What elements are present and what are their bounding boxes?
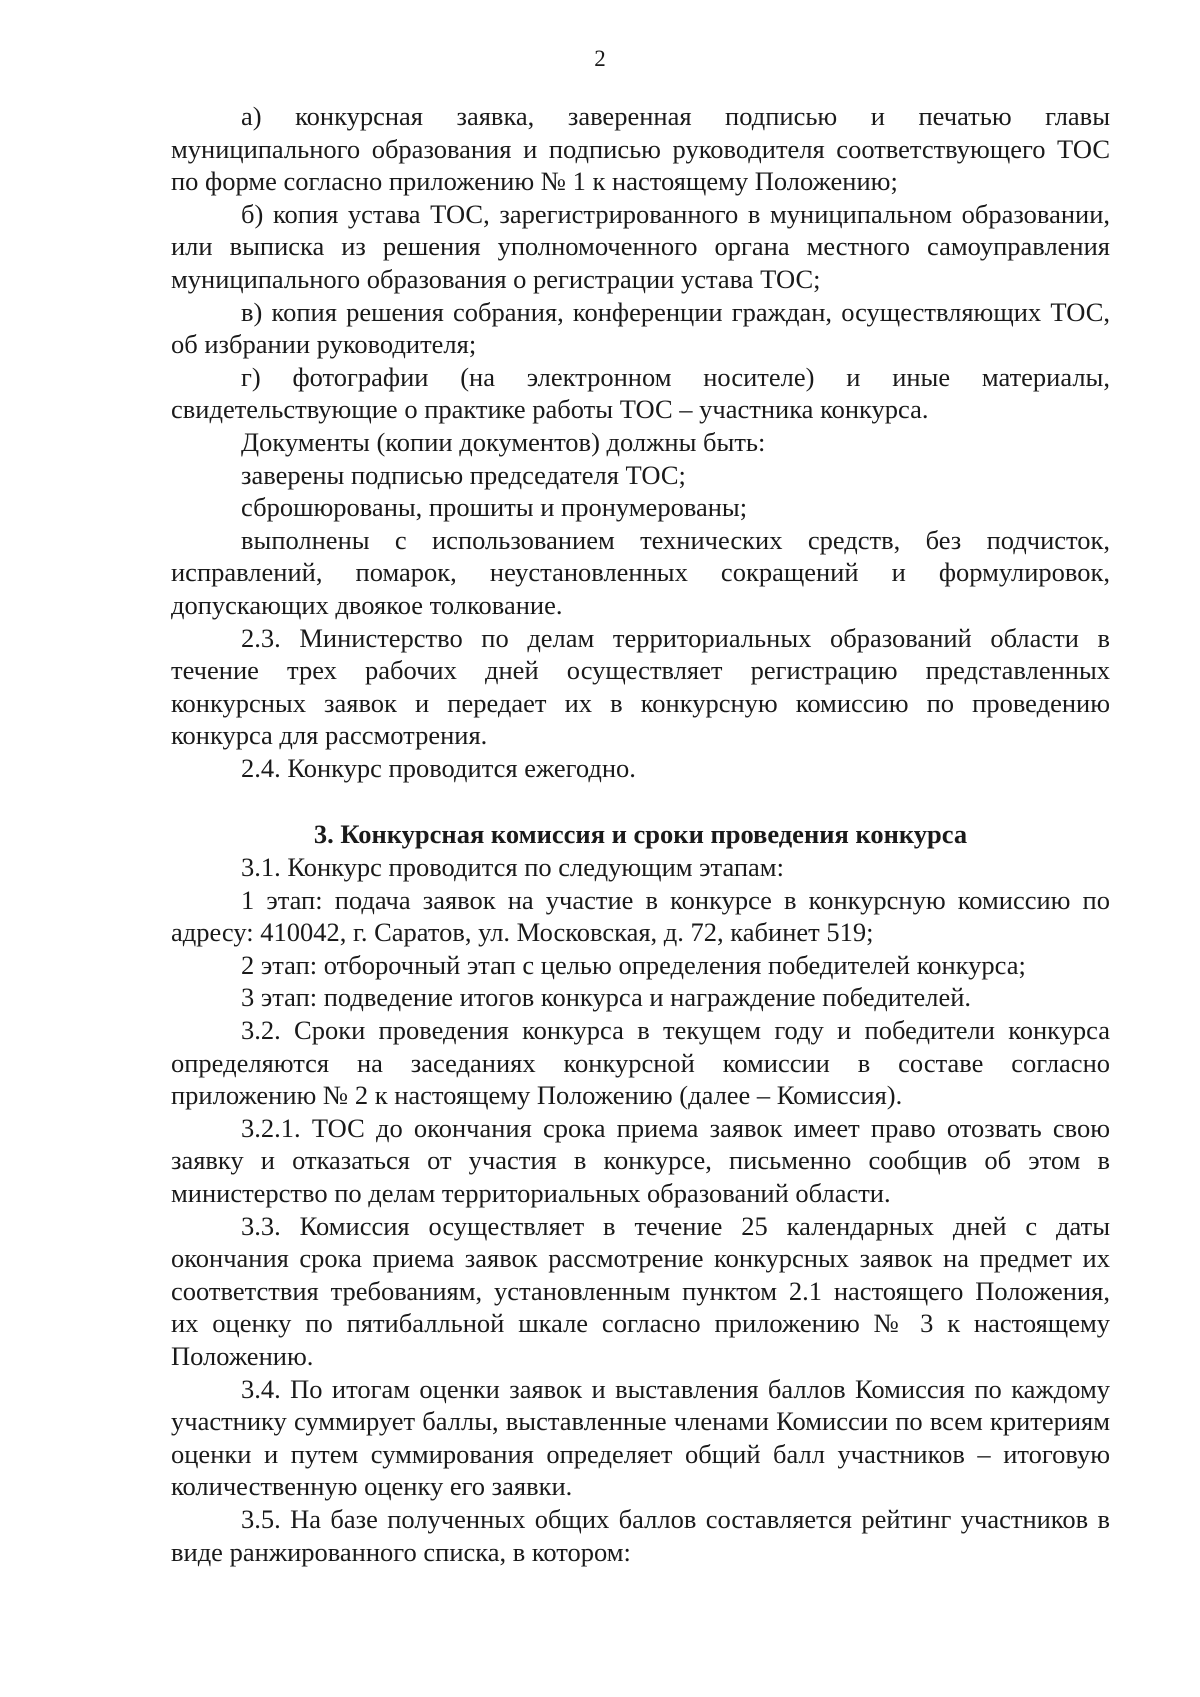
paragraph-3-1: 3.1. Конкурс проводится по следующим этапам: [241, 852, 784, 883]
paragraph-stage-3: 3 этап: подведение итогов конкурса и награждение победителей. [241, 982, 972, 1013]
paragraph-executed: выполнены с использованием технических средств, без подчисток, исправлений, помарок, неустановленных сокращений и формулировок, допускающих двоякое толкование. [171, 524, 1110, 620]
section-title: 3. Конкурсная комиссия и сроки проведения конкурса [313, 819, 968, 850]
paragraph-2-3: 2.3. Министерство по делам территориальных образований области в течение трех рабочих дней осуществляет регистрацию представленных конкурсных заявок и передает их в конкурсную комиссию по проведению конкурса для рассмотрения. [171, 622, 1110, 751]
page-number: 2 [594, 46, 606, 71]
paragraph-documents-requirements: Документы (копии документов) должны быть: [241, 426, 766, 457]
paragraph-3-2: 3.2. Сроки проведения конкурса в текущем году и победители конкурса определяются на заседаниях конкурсной комиссии в составе согласно приложению № 2 к настоящему Положению (далее – Комиссия). [171, 1015, 1110, 1111]
paragraph-stage-2: 2 этап: отборочный этап с целью определения победителей конкурса; [241, 949, 1026, 980]
paragraph-3-3: 3.3. Комиссия осуществляет в течение 25 календарных дней с даты окончания срока приема заявок рассмотрение конкурсных заявок на предмет их соответствия требованиям, установленным пунктом 2.1 настоящего Положения, их оценку по пятибалльной шкале согласно приложению № 3 к настоящему Положению. [171, 1210, 1110, 1371]
paragraph-3-2-1: 3.2.1. ТОС до окончания срока приема заявок имеет право отозвать свою заявку и отказаться от участия в конкурсе, письменно сообщив об этом в министерство по делам территориальных образований области. [171, 1112, 1110, 1208]
paragraph-stage-1: 1 этап: подача заявок на участие в конкурсе в конкурсную комиссию по адресу: 410042, г. Саратов, ул. Московская, д. 72, кабинет 519; [171, 884, 1110, 948]
paragraph-bound: сброшюрованы, прошиты и пронумерованы; [241, 492, 748, 523]
paragraph-certified: заверены подписью председателя ТОС; [241, 459, 686, 490]
paragraph-item-g: г) фотографии (на электронном носителе) и иные материалы, свидетельствующие о практике работы ТОС – участника конкурса. [171, 361, 1110, 425]
paragraph-item-v: в) копия решения собрания, конференции граждан, осуществляющих ТОС, об избрании руководителя; [171, 296, 1110, 360]
paragraph-item-a: а) конкурсная заявка, заверенная подписью и печатью главы муниципального образования и подписью руководителя соответствующего ТОС по форме согласно приложению № 1 к настоящему Положению; [171, 101, 1110, 197]
paragraph-3-4: 3.4. По итогам оценки заявок и выставления баллов Комиссия по каждому участнику суммирует баллы, выставленные членами Комиссии по всем критериям оценки и путем суммирования определяет общий балл участников – итоговую количественную оценку его заявки. [171, 1373, 1110, 1502]
document-body [171, 100, 1110, 1568]
paragraph-2-4: 2.4. Конкурс проводится ежегодно. [241, 752, 636, 783]
paragraph-3-5: 3.5. На базе полученных общих баллов составляется рейтинг участников в виде ранжированного списка, в котором: [171, 1503, 1110, 1567]
paragraph-item-b: б) копия устава ТОС, зарегистрированного в муниципальном образовании, или выписка из решения уполномоченного органа местного самоуправления муниципального образования о регистрации устава ТОС; [171, 198, 1110, 294]
